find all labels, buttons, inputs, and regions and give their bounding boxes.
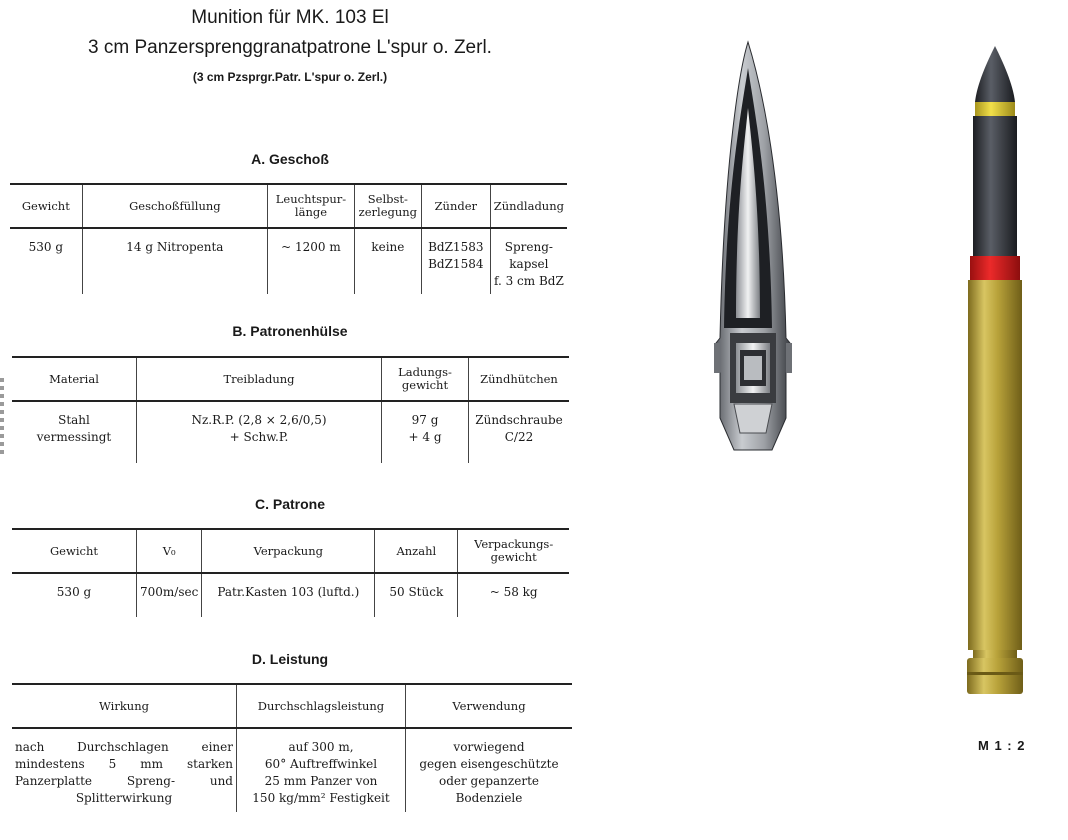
section-d-table xyxy=(12,683,572,812)
data-cell: vorwiegend gegen eisengeschützte oder gepanzerte Bodenziele xyxy=(406,728,573,812)
data-cell: 50 Stück xyxy=(375,573,458,617)
data-cell: keine xyxy=(354,228,421,294)
header-cell: Leuchtspur- länge xyxy=(268,184,355,228)
data-cell: nach Durchschlagen einer mindestens 5 mm starken Panzerplatte Spreng- und Splitterwirkung xyxy=(15,740,233,805)
section-a-title: A. Geschoß xyxy=(251,151,329,167)
document-abbreviation: (3 cm Pzsprgr.Patr. L'spur o. Zerl.) xyxy=(192,70,388,84)
data-cell: Zündschraube C/22 xyxy=(469,401,570,463)
scale-label: M 1 : 2 xyxy=(978,738,1026,753)
section-c-table xyxy=(12,528,569,617)
document-title: Munition für MK. 103 El xyxy=(191,7,389,28)
section-b-table xyxy=(12,356,569,463)
data-cell: Nz.R.P. (2,8 × 2,6/0,5) + Schw.P. xyxy=(137,401,382,463)
data-cell: Stahl vermessingt xyxy=(36,413,112,444)
header-cell: Material xyxy=(12,357,137,401)
section-b-title: B. Patronenhülse xyxy=(232,323,348,339)
data-cell: ~ 58 kg xyxy=(458,573,569,617)
header-cell: Wirkung xyxy=(12,684,237,728)
header-cell: Gewicht xyxy=(12,529,137,573)
section-c-title: C. Patrone xyxy=(254,496,325,512)
header-cell: V₀ xyxy=(137,529,202,573)
data-cell: 700m/sec xyxy=(137,573,202,617)
data-cell: 14 g Nitropenta xyxy=(82,228,267,294)
header-cell: Durchschlagsleistung xyxy=(237,684,406,728)
data-cell: ~ 1200 m xyxy=(268,228,355,294)
data-cell: BdZ1583 BdZ1584 xyxy=(421,228,490,294)
header-cell: Treibladung xyxy=(137,357,382,401)
cartridge-illustration xyxy=(955,44,1035,714)
header-cell: Verpackung xyxy=(202,529,375,573)
data-cell: Spreng- kapsel f. 3 cm BdZ xyxy=(490,228,567,294)
projectile-cutaway-illustration xyxy=(700,38,810,458)
header-cell: Zündladung xyxy=(490,184,567,228)
header-cell: Zündhütchen xyxy=(469,357,570,401)
header-cell: Geschoßfüllung xyxy=(82,184,267,228)
header-cell: Zünder xyxy=(421,184,490,228)
header-cell: Verpackungs- gewicht xyxy=(458,529,569,573)
data-cell: 530 g xyxy=(28,240,64,254)
data-cell: Patr.Kasten 103 (luftd.) xyxy=(202,573,375,617)
page-edge-marks xyxy=(0,378,4,456)
section-a-table xyxy=(10,183,567,294)
header-cell: Selbst- zerlegung xyxy=(354,184,421,228)
section-d-title: D. Leistung xyxy=(251,651,329,667)
header-cell: Anzahl xyxy=(375,529,458,573)
data-cell: auf 300 m, 60° Auftreffwinkel 25 mm Panzer von 150 kg/mm² Festigkeit xyxy=(237,728,406,812)
data-cell: 97 g + 4 g xyxy=(382,401,469,463)
document-subtitle: 3 cm Panzersprenggranatpatrone L'spur o. Zerl. xyxy=(88,37,492,58)
data-cell: 530 g xyxy=(56,585,92,599)
header-cell: Gewicht xyxy=(10,184,82,228)
header-cell: Ladungs- gewicht xyxy=(382,357,469,401)
header-cell: Verwendung xyxy=(406,684,573,728)
